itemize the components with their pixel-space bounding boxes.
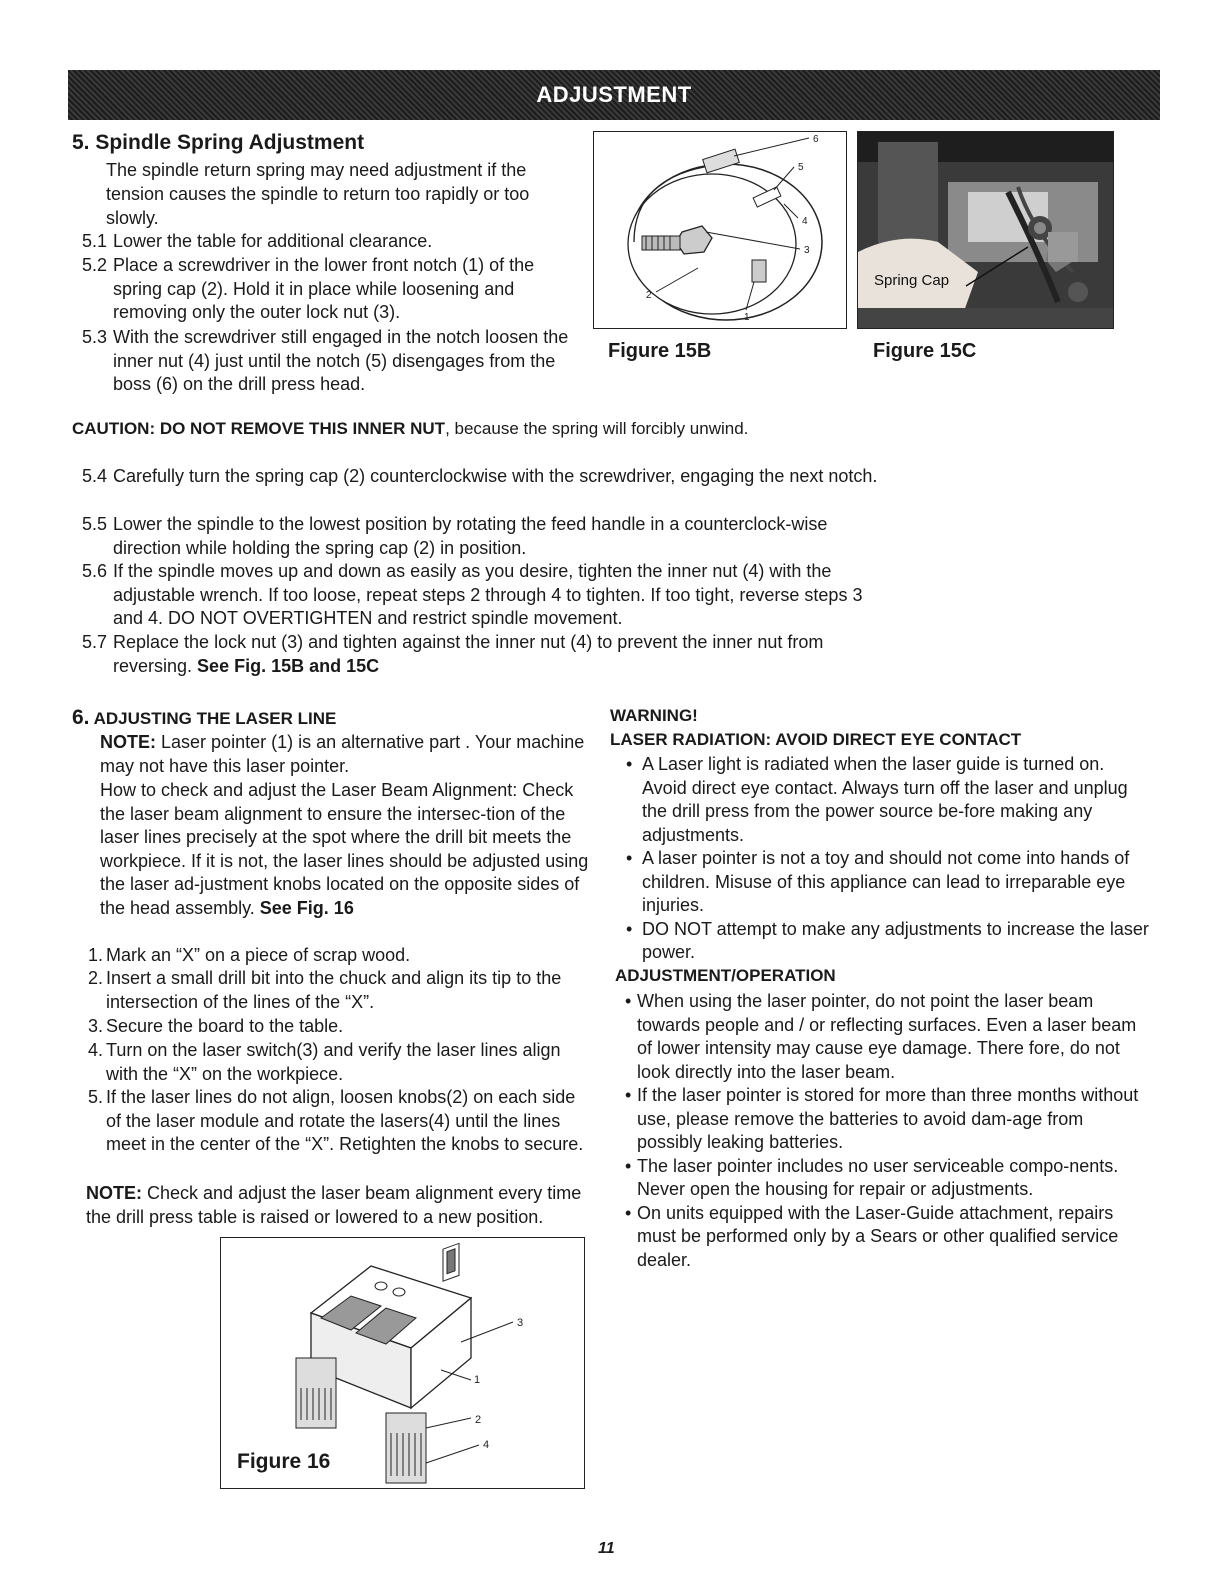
laser-step-2 — [82, 967, 587, 1014]
callout-5: 5 — [798, 162, 804, 173]
figure-15b-diagram — [593, 131, 847, 329]
step-text-main: Replace the lock nut (3) and tighten against the inner nut (4) to prevent the inner nut from reversing. — [113, 632, 824, 676]
caution-line — [72, 419, 748, 439]
step-text: Insert a small drill bit into the chuck and align its tip to the intersection of the lines of the “X”. — [106, 968, 562, 1012]
step-5-7 — [82, 631, 882, 678]
spring-cap-label: Spring Cap — [874, 272, 950, 289]
adjustment-bullet — [610, 1202, 1137, 1273]
bullet-dot: • — [626, 848, 633, 868]
step-5-4 — [82, 465, 882, 489]
step-text: Lower the table for additional clearance. — [113, 231, 433, 251]
step-5-6 — [82, 560, 882, 631]
caution-rest: , because the spring will forcibly unwind. — [445, 419, 749, 438]
step-number: 5.3 — [82, 327, 108, 347]
callout-2: 2 — [475, 1414, 482, 1426]
note2-text: Check and adjust the laser beam alignment every time the drill press table is raised or lowered to a new position. — [86, 1183, 582, 1227]
figure-15c-photo — [857, 131, 1114, 329]
figure-15c-label: Figure 15C — [873, 340, 977, 362]
see-fig-15b-15c: See Fig. 15B and 15C — [197, 655, 380, 676]
bullet-text: On units equipped with the Laser-Guide attachment, repairs must be performed only by a Sears or other qualified service dealer. — [637, 1202, 1119, 1270]
warning-bullet — [610, 847, 1147, 918]
step-text: Mark an “X” on a piece of scrap wood. — [106, 945, 411, 965]
step-number: 5.1 — [82, 231, 108, 251]
bullet-dot: • — [625, 991, 632, 1011]
step-text: If the spindle moves up and down as easily as you desire, tighten the inner nut (4) with the adjustable wrench. If too loose, repeat steps 2 through 4 to tighten. If too tight, reverse steps 3 and 4. DO NOT OVERTIGHTEN and restrict spindle movement. — [113, 561, 863, 628]
bullet-text: If the laser pointer is stored for more than three months without use, please remove the batteries to avoid dam-age from possibly leaking batteries. — [637, 1085, 1139, 1152]
bullet-text: A laser pointer is not a toy and should not come into hands of children. Misuse of this appliance can lead to irreparable eye injuries. — [642, 848, 1130, 915]
banner-title: ADJUSTMENT — [536, 82, 692, 107]
step-5-1 — [82, 230, 592, 254]
note-label: NOTE: — [100, 732, 156, 752]
step-text: Lower the spindle to the lowest position by rotating the feed handle in a counterclock-wise direction while holding the spring cap (2) in position. — [113, 514, 828, 558]
warning-bullet — [610, 918, 1152, 965]
laser-step-1 — [82, 944, 592, 968]
warning-subtitle: LASER RADIATION: AVOID DIRECT EYE CONTACT — [610, 730, 1022, 749]
laser-step-4 — [82, 1039, 582, 1086]
bullet-dot: • — [626, 918, 633, 939]
section5-intro: The spindle return spring may need adjustment if the tension causes the spindle to return too rapidly or too slowly. — [106, 160, 530, 228]
callout-1: 1 — [744, 312, 750, 323]
adjustment-operation-title: ADJUSTMENT/OPERATION — [615, 966, 836, 985]
caution-bold: CAUTION: DO NOT REMOVE THIS INNER NUT — [72, 419, 446, 438]
callout-4: 4 — [483, 1439, 490, 1451]
step-5-2 — [82, 254, 582, 325]
figure-16-label: Figure 16 — [237, 1450, 331, 1473]
laser-step-5 — [82, 1086, 587, 1157]
bullet-dot: • — [625, 1085, 632, 1105]
warning-bullets — [610, 753, 1150, 965]
step-number: 5.6 — [82, 561, 108, 581]
section6-howto — [100, 779, 590, 920]
callout-1: 1 — [474, 1374, 481, 1386]
step-number: 1. — [88, 945, 104, 965]
spring-cap-diagram — [594, 132, 846, 328]
step-text: Carefully turn the spring cap (2) counterclockwise with the screwdriver, engaging the next notch. — [113, 466, 878, 486]
step-text: Secure the board to the table. — [106, 1016, 344, 1036]
laser-note2 — [86, 1182, 591, 1229]
adjustment-bullet — [610, 1084, 1147, 1155]
drill-press-photo — [858, 132, 1113, 328]
bullet-text: DO NOT attempt to make any adjustments to increase the laser power. — [642, 918, 1149, 962]
callout-6: 6 — [813, 134, 819, 145]
step-5-3 — [82, 326, 590, 397]
figure-15b-label: Figure 15B — [608, 340, 712, 362]
section6-title: ADJUSTING THE LASER LINE — [93, 709, 337, 728]
bullet-dot: • — [625, 1155, 632, 1176]
section6-note — [100, 731, 595, 778]
figure-16-diagram — [220, 1237, 585, 1489]
callout-2: 2 — [646, 290, 652, 301]
step-number: 5.2 — [82, 255, 108, 275]
step-text: With the screwdriver still engaged in the notch loosen the inner nut (4) just until the notch (5) disengages from the boss (6) on the drill press head. — [113, 327, 569, 394]
bullet-text: The laser pointer includes no user serviceable compo-nents. Never open the housing for repair or adjustments. — [637, 1155, 1119, 1199]
step-number: 5.4 — [82, 466, 108, 486]
warning-title: WARNING! — [610, 706, 698, 725]
callout-3: 3 — [517, 1317, 524, 1329]
step-text: If the laser lines do not align, loosen knobs(2) on each side of the laser module and rotate the lasers(4) until the lines meet in the center of the “X”. Retighten the knobs to secure. — [106, 1087, 584, 1154]
see-fig-16: See Fig. 16 — [259, 897, 354, 918]
step-number: 5.5 — [82, 514, 108, 534]
step-number: 3. — [88, 1016, 104, 1036]
laser-step-3 — [82, 1015, 592, 1039]
note-text: Laser pointer (1) is an alternative part . Your machine may not have this laser pointer. — [100, 732, 585, 776]
note2-label: NOTE: — [86, 1183, 142, 1203]
step-number: 2. — [88, 968, 104, 988]
howto-text: How to check and adjust the Laser Beam Alignment: Check the laser beam alignment to ensure the intersec-tion of the laser lines precisely at the spot where the drill bit meets the workpiece. If it is not, the laser lines should be adjusted using the laser ad-justment knobs located on the opposite sides of the head assembly. — [100, 780, 589, 918]
callout-4: 4 — [802, 216, 808, 227]
step-number: 5. — [88, 1087, 104, 1107]
bullet-dot: • — [625, 1202, 632, 1223]
step-text: Place a screwdriver in the lower front notch (1) of the spring cap (2). Hold it in place while loosening and removing only the outer lock nut (3). — [113, 255, 535, 322]
step-text: Turn on the laser switch(3) and verify the laser lines align with the “X” on the workpiece. — [106, 1040, 561, 1084]
warning-bullet — [610, 753, 1142, 847]
bullet-text: A Laser light is radiated when the laser guide is turned on. Avoid direct eye contact. Always turn off the laser and unplug the drill press from the power source be-fore making any adjustments. — [642, 754, 1128, 845]
page-number: 11 — [598, 1540, 615, 1557]
step-text — [82, 631, 882, 678]
adjustment-bullets — [610, 990, 1145, 1272]
bullet-dot: • — [626, 754, 633, 774]
section6-heading — [72, 706, 336, 730]
step-number: 5.7 — [82, 632, 108, 652]
bullet-text: When using the laser pointer, do not point the laser beam towards people and / or reflecting surfaces. Even a laser beam of lower intensity may cause eye damage. There fore, do not look directly into the laser beam. — [637, 991, 1137, 1082]
adjustment-bullet — [610, 1155, 1167, 1202]
section-banner — [68, 70, 1160, 120]
adjustment-bullet — [610, 990, 1145, 1084]
step-5-5 — [82, 513, 882, 560]
section6-number: 6. — [72, 706, 90, 729]
section5-heading: 5. Spindle Spring Adjustment — [72, 131, 365, 154]
step-number: 4. — [88, 1040, 104, 1060]
callout-3: 3 — [804, 245, 810, 256]
